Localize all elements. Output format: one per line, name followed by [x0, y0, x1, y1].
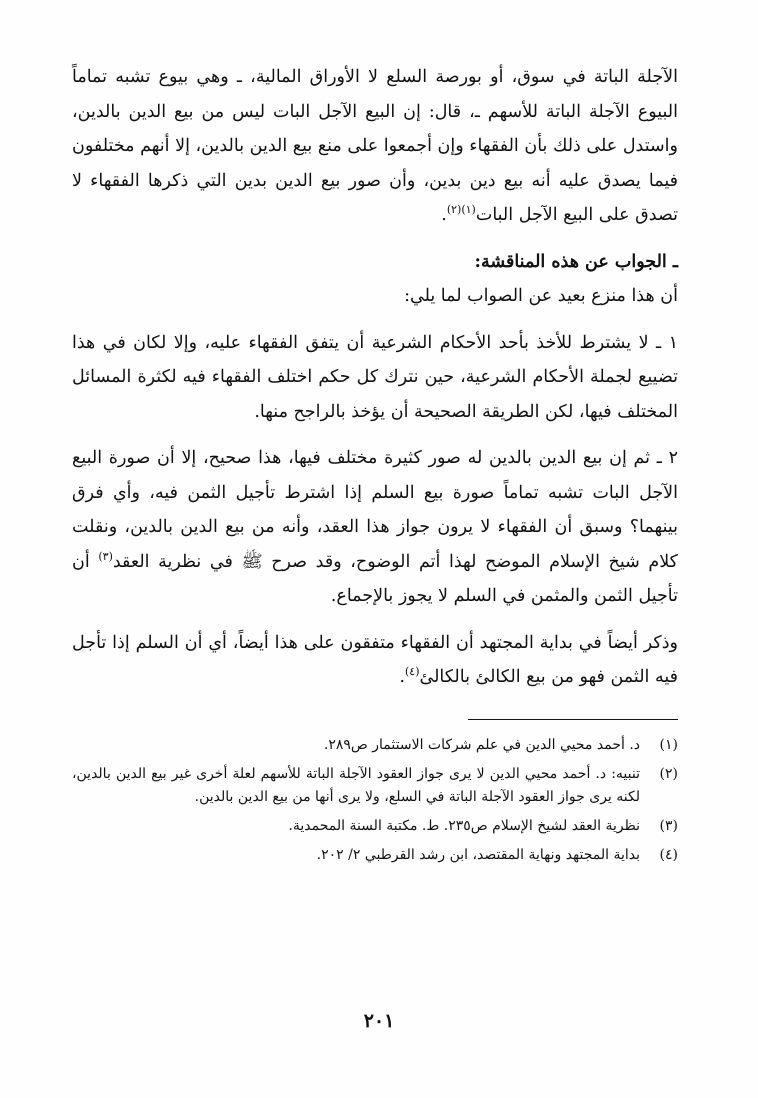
paragraph-3: ١ ـ لا يشترط للأخذ بأحد الأحكام الشرعية أن يتفق الفقهاء عليه، وإلا لكان في هذا تضييع لجملة الأحكام الشرعية، حين نترك كل حكم اختلف الفقهاء فيه لكثرة المسائل المختلف فيها، لكن الطريقة الصحيحة أن يؤخذ بالراجح منها.	[72, 332, 678, 422]
paragraph-1-end: .	[441, 205, 447, 225]
paragraph-5-text: وذكر أيضاً في بداية المجتهد أن الفقهاء متفقون على هذا أيضاً، أي أن السلم إذا تأجل فيه الثمن فهو من بيع الكالئ بالكالئ	[72, 632, 678, 687]
footnote-number: (٣)	[659, 817, 678, 834]
paragraph-4	[72, 441, 678, 614]
footnote-text: د. أحمد محيي الدين في علم شركات الاستثمار ص٢٨٩.	[323, 736, 640, 753]
paragraph-1	[72, 60, 678, 233]
footnote-separator	[468, 719, 678, 720]
footnote-ref-3[interactable]: (٣)	[98, 549, 113, 563]
paragraph-1-text: الآجلة الباتة في سوق، أو بورصة السلع لا الأوراق المالية، ـ وهي بيوع تشبه تماماً البيوع الآجلة الباتة للأسهم ـ، قال: إن البيع الآجل البات ليس من بيع الدين بالدين، واستدل على ذلك بأن الفقهاء وإن أجمعوا على منع بيع الدين بالدين، إلا أنهم مختلفون فيما يصدق عليه أنه بيع دين بدين، وأن صور بيع الدين بدين التي ذكرها الفقهاء لا تصدق على البيع الآجل البات	[72, 67, 678, 225]
footnote-4	[72, 844, 678, 867]
footnote-3	[72, 815, 678, 838]
footnote-ref-4[interactable]: (٤)	[404, 665, 420, 679]
footnote-number: (١)	[659, 736, 678, 753]
paragraph-5	[72, 626, 678, 695]
footnote-number: (٢)	[659, 765, 678, 782]
paragraph-4-text-a: ٢ ـ ثم إن بيع الدين بالدين له صور كثيرة مختلف فيها، هذا صحيح، إلا أن صورة البيع الآجل البات تشبه تماماً صورة بيع السلم إذا اشترط تأجيل الثمن فيه، وأي فرق بينهما؟ وسبق أن الفقهاء لا يرون جواز هذا العقد، وأنه من بيع الدين بالدين، ونقلت كلام شيخ الإسلام الموضح لهذا أتم الوضوح، وقد صرح ﷺ في نظرية العقد	[72, 448, 679, 572]
paragraph-5-end: .	[399, 667, 405, 687]
paragraph-2: أن هذا منزع بعيد عن الصواب لما يلي:	[404, 286, 678, 306]
footnote-ref-1-2[interactable]: (١)(٢)	[446, 203, 476, 217]
footnote-2	[72, 763, 678, 809]
footnote-text: نظرية العقد لشيخ الإسلام ص٢٣٥. ط. مكتبة السنة المحمدية.	[288, 817, 640, 834]
footnote-text: بداية المجتهد ونهاية المقتصد، ابن رشد القرطبي ٢/ ٢٠٢.	[316, 846, 640, 863]
footnote-1	[72, 734, 678, 757]
footnote-number: (٤)	[659, 846, 678, 863]
section-heading: ـ الجواب عن هذه المناقشة:	[474, 251, 678, 272]
page-number: ٢٠١	[363, 1010, 395, 1032]
paragraph-4-text-b: أن تأجيل الثمن والمثمن في السلم لا يجوز بالإجماع.	[72, 551, 678, 606]
footnote-text: تنبيه: د. أحمد محيي الدين لا يرى جواز العقود الآجلة الباتة للأسهم لعلة أخرى غير بيع الدين بالدين، لكنه يرى جواز العقود الآجلة الباتة في السلع، ولا يرى أنها من بيع الدين بالدين.	[72, 765, 640, 805]
